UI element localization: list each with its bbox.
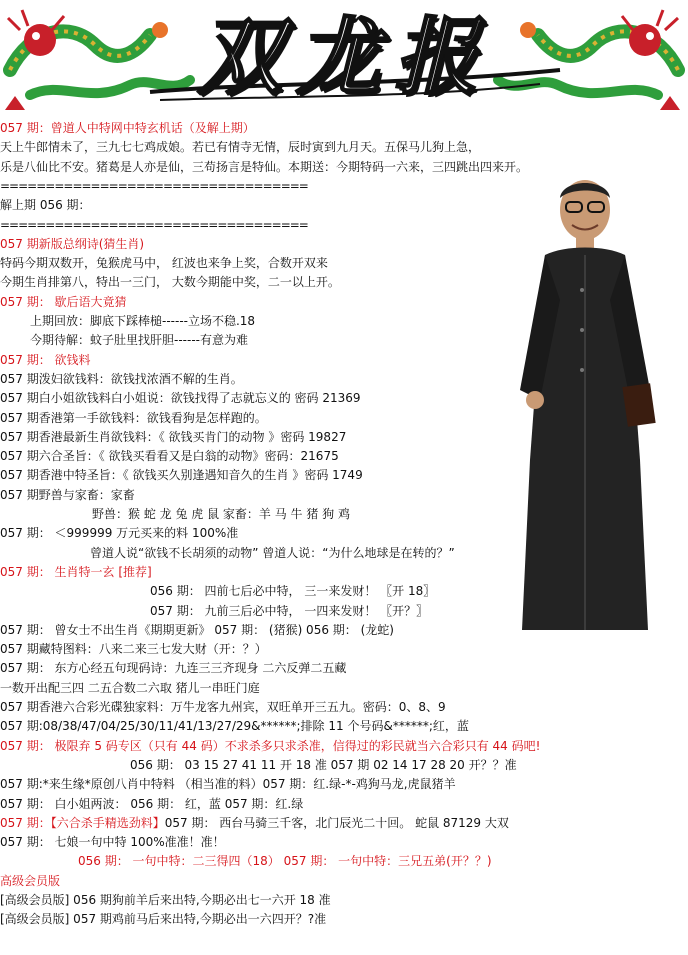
text-line: 057 期：曾道人中特网中特玄机话（及解上期） [0, 121, 255, 135]
text-line: 乐是八仙比不安。猪葛是人亦是仙，三苟扬言是特仙。本期送：今期特码一六来，三四跳出四来开。 [0, 160, 529, 174]
masthead-banner [0, 0, 688, 118]
text-line: 056 期： 一句中特：二三得四（18） 057 期： 一句中特：三兄五弟(开？？) [78, 854, 492, 868]
text-line: 今期待解：蚊子肚里找肝胆------有意为难 [30, 333, 248, 347]
text-line: 今期生肖排第八，特出一三门， 大数今期能中奖，二一以上开。 [0, 275, 340, 289]
text-line: 一数开出配三四 二五合数二六取 猪儿一串旺门庭 [0, 681, 260, 695]
text-line: ================================== [0, 218, 308, 232]
text-line: 057 期香港第一手欲钱料：欲钱看狗是怎样跑的。 [0, 411, 267, 425]
text-line: 057 期:*来生缘*原创八肖中特料 （相当准的料）057 期：红.绿-*-鸡狗马龙,虎鼠猪羊 [0, 777, 456, 791]
text-line: 057 期野兽与家畜：家畜 [0, 488, 135, 502]
text-line: ================================== [0, 179, 308, 193]
text-line: 天上牛郎情未了，三九七七鸡成娘。若已有情寺无情，辰时寅到九月天。五保马儿狗上急， [0, 140, 481, 154]
text-line: 057 期： 七娘一句中特 100%准准！准！ [0, 835, 225, 849]
text-line-partial-red: 057 期：【六合杀手精选劲料】057 期： 西台马骑三千客，北门辰光二十回。 蛇鼠 87129 大双 [0, 816, 509, 830]
text-line: 057 期： 九前三后必中特， 一四来发财！ 〖开？〗 [150, 604, 429, 618]
text-line: 057 期香港六合彩光碟独家料：万牛龙客九州宾，双旺单开三五九。密码：0、8、9 [0, 700, 446, 714]
text-line: 057 期白小姐欲钱料白小姐说：欲钱找得了志就忘义的 密码 21369 [0, 391, 361, 405]
red-heading-fragment: 057 期：【六合杀手精选劲料】 [0, 816, 165, 830]
text-line: 野兽：猴 蛇 龙 兔 虎 鼠 家畜：羊 马 牛 猪 狗 鸡 [92, 507, 350, 521]
text-line: 057 期:08/38/47/04/25/30/11/41/13/27/29&******;排除 11 个号码&******;红，蓝 [0, 719, 469, 733]
text-line: 上期回放：脚底下踩棒槌------立场不稳.18 [30, 314, 256, 328]
text-line: 057 期藏特图料：八来二来三七发大财（开：？） [0, 642, 267, 656]
text-line: 057 期： 白小姐两波： 056 期： 红，蓝 057 期：红.绿 [0, 797, 304, 811]
text-line: 057 期： 东方心经五句现码诗：九连三三齐现身 二六反弹二五藏 [0, 661, 347, 675]
text-line: 057 期泼妇欲钱料：欲钱找浓酒不解的生肖。 [0, 372, 243, 386]
text-line: [高级会员版] 056 期狗前羊后来出特,今期必出七一六开 18 准 [0, 893, 331, 907]
man-in-robe-icon [510, 160, 660, 640]
text-line: 特码今期双数开，兔猴虎马中， 红波也来争上奖，合数开双来 [0, 256, 328, 270]
masthead-title: 双龙报 [197, 7, 492, 106]
text-line: 057 期新版总纲诗(猜生肖) [0, 237, 145, 251]
text-line: 057 期： 歇后语大竟猜 [0, 295, 127, 309]
text-line: 057 期香港最新生肖欲钱料：《 欲钱买肯门的动物 》密码 19827 [0, 430, 347, 444]
text-line: 高级会员版 [0, 874, 61, 888]
text-line: 057 期： 生肖特一玄 [推荐] [0, 565, 152, 579]
text-line: 056 期： 03 15 27 41 11 开 18 准 057 期 02 14 17 28 20 开？？准 [130, 758, 517, 772]
text-line: 057 期： 欲钱料 [0, 353, 91, 367]
text-line: 057 期香港中特圣旨：《 欲钱买久别逢遇知音久的生肖 》密码 1749 [0, 468, 363, 482]
text-line: 解上期 056 期： [0, 198, 91, 212]
text-line: 056 期： 四前七后必中特， 三一来发财！ 〖开 18〗 [150, 584, 436, 598]
text-line: 057 期六合圣旨：《 欲钱买看看又是白翁的动物》密码：21675 [0, 449, 339, 463]
text-line: 057 期： 曾女士不出生肖《期期更新》 057 期： (猪猴) 056 期： (龙蛇) [0, 623, 394, 637]
text-line: [高级会员版] 057 期鸡前马后来出特,今期必出一六四开？?准 [0, 912, 327, 926]
text-line: 曾道人说“欲钱不长胡须的动物” 曾道人说：“为什么地球是在转的？” [90, 546, 455, 560]
text-line: 057 期： ＜999999 万元买来的料 100%准 [0, 526, 239, 540]
text-line: 057 期： 极限弃 5 码专区（只有 44 码）不求杀多只求杀准，信得过的彩民就当六合彩只有 44 码吧! [0, 739, 541, 753]
person-figure [510, 160, 660, 640]
